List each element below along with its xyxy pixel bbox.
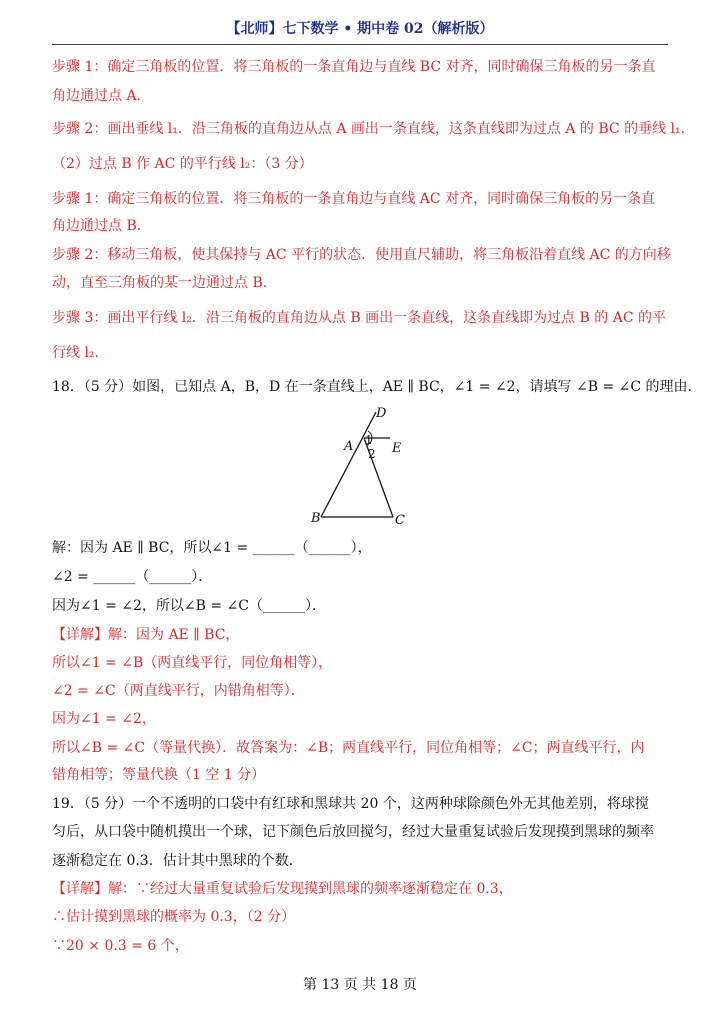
label-angle-1: 1 — [365, 433, 373, 447]
q19-stem-line2: 匀后，从口袋中随机摸出一个球，记下颜色后放回搅匀，经过大量重复试验后发现摸到黑球的频率 — [52, 824, 654, 840]
q18-answer-line5: 所以∠B = ∠C（等量代换）．故答案为：∠B；两直线平行，同位角相等；∠C；两直线平行，内 — [52, 740, 645, 756]
part1-step1-line1: 步骤 1：确定三角板的位置．将三角板的一条直角边与直线 BC 对齐，同时确保三角板的另一条直 — [52, 59, 656, 75]
q19-detail-tag: 【详解】 — [52, 881, 108, 897]
part2-step2-line1: 步骤 2：移动三角板，使其保持与 AC 平行的状态．使用直尺辅助，将三角板沿着直线 AC 的方向移 — [52, 247, 671, 263]
q18-answer-text1: 解：因为 AE ∥ BC， — [108, 627, 240, 643]
q18-stem: 18．（5 分）如图，已知点 A，B，D 在一条直线上，AE ∥ BC，∠1 = ∠2，请填写 ∠B = ∠C 的理由． — [52, 379, 702, 395]
page-footer: 第 13 页 共 18 页 — [303, 977, 417, 993]
q18-answer-line1 — [52, 625, 668, 645]
page-header-title: 【北师】七下数学 • 期中卷 02（解析版） — [226, 21, 494, 37]
part2-title: （2）过点 B 作 AC 的平行线 l₂：（3 分） — [52, 156, 313, 172]
q19-answer-line1 — [52, 879, 668, 899]
q18-answer-line4: 因为∠1 = ∠2， — [52, 711, 156, 727]
q19-answer-line3: ∵20 × 0.3 = 6 个， — [52, 938, 189, 954]
part2-step1-line2: 角边通过点 B． — [52, 218, 151, 234]
q18-fill-line3: 因为∠1 = ∠2，所以∠B = ∠C（______）． — [52, 598, 326, 614]
label-d: D — [376, 406, 387, 421]
q18-detail-tag: 【详解】 — [52, 627, 108, 643]
part2-step2-line2: 动，直至三角板的某一边通过点 B． — [52, 275, 277, 291]
part2-step1-line1: 步骤 1：确定三角板的位置．将三角板的一条直角边与直线 AC 对齐，同时确保三角板的另一条直 — [52, 191, 656, 207]
part2-step3-line1: 步骤 3：画出平行线 l₂．沿三角板的直角边从点 B 画出一条直线，这条直线即为过点 B 的 AC 的平 — [52, 310, 666, 326]
q18-fill-line1: 解：因为 AE ∥ BC，所以∠1 = ______（______）， — [52, 540, 372, 556]
line-bd — [321, 412, 376, 517]
q18-answer-line2: 所以∠1 = ∠B（两直线平行，同位角相等）， — [52, 655, 333, 671]
q18-fill-line2: ∠2 = ______（______）． — [52, 569, 213, 585]
label-angle-2: 2 — [368, 447, 376, 461]
label-e: E — [392, 441, 402, 456]
header-divider — [52, 44, 668, 45]
part1-step2: 步骤 2：画出垂线 l₁．沿三角板的直角边从点 A 画出一条直线，这条直线即为过点 A 的 BC 的垂线 l₁． — [52, 121, 695, 137]
part2-step3-line2: 行线 l₂． — [52, 345, 109, 361]
q19-stem-line3: 逐渐稳定在 0.3．估计其中黑球的个数． — [52, 853, 303, 869]
q18-figure — [300, 400, 420, 530]
label-c: C — [395, 513, 405, 528]
q19-stem-line1: 19．（5 分）一个不透明的口袋中有红球和黑球共 20 个，这两种球除颜色外无其他差别，将球搅 — [52, 796, 649, 812]
q19-answer-line2: ∴估计摸到黑球的概率为 0.3，（2 分） — [52, 909, 296, 925]
q18-answer-line6: 错角相等；等量代换（1 空 1 分） — [52, 767, 266, 783]
part1-step1-line2: 角边通过点 A． — [52, 88, 151, 104]
q19-answer-text1: 解：∵经过大量重复试验后发现摸到黑球的频率逐渐稳定在 0.3， — [108, 881, 513, 897]
label-b: B — [311, 511, 321, 526]
label-a: A — [344, 439, 354, 454]
q18-answer-line3: ∠2 = ∠C（两直线平行，内错角相等）． — [52, 683, 305, 699]
